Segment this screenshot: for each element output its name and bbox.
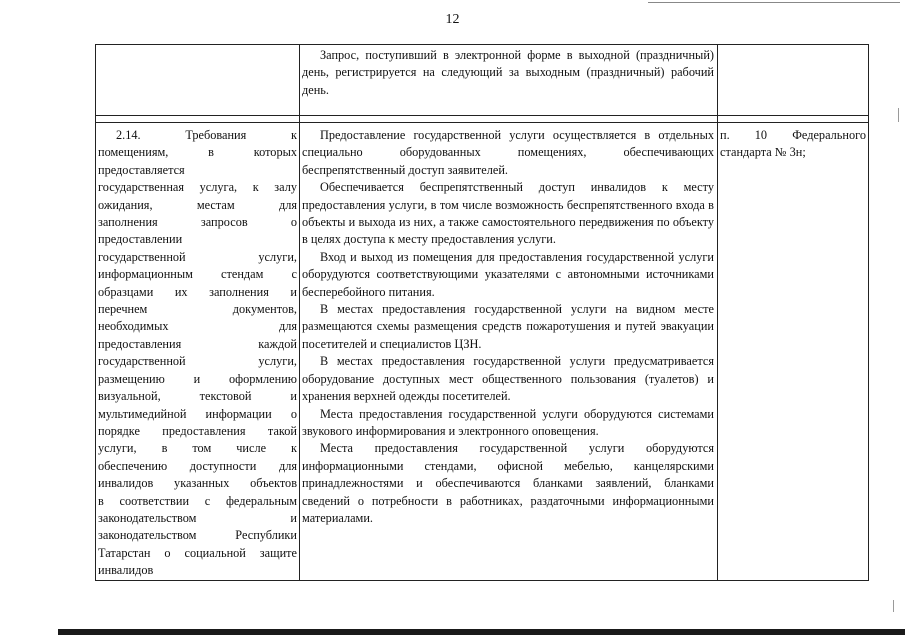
requirement-line: инвалидов	[98, 563, 154, 578]
content-paragraph: Места предоставления государственной услуги оборудуются информационными стендами, офисной мебелью, канцелярскими принадлежностями и обеспечиваются бланками заявлений, бланками сведений о потребности в работниках, раздаточными информационными материалами.	[302, 441, 714, 525]
requirement-line: инвалидов указанных объектов	[98, 476, 297, 491]
requirement-line: помещениям, в которых	[98, 145, 297, 160]
table-row-gap	[96, 116, 869, 123]
scan-artifact-mark	[893, 600, 894, 612]
table-row	[96, 123, 869, 581]
requirement-line: предоставляется	[98, 162, 185, 177]
scan-artifact-mark	[898, 108, 899, 122]
requirement-line: необходимых для	[98, 319, 297, 334]
requirement-line: предоставлении	[98, 232, 183, 247]
table-row	[96, 45, 869, 116]
page-number: 12	[445, 12, 460, 27]
requirement-cell	[96, 45, 300, 116]
content-paragraph: Вход и выход из помещения для предоставления государственной услуги оборудуются соответствующими указателями с автономными источниками бесперебойного питания.	[302, 249, 714, 299]
requirement-line: обеспечению доступности для	[98, 458, 297, 473]
requirement-line: образцами их заполнения и	[98, 284, 297, 299]
requirement-line: в соответствии с федеральным	[98, 493, 297, 508]
reference-cell	[718, 123, 869, 581]
requirement-line: размещению и оформлению	[98, 371, 297, 386]
requirement-line: государственной услуги,	[98, 354, 297, 369]
requirement-cell	[96, 123, 300, 581]
content-cell	[300, 45, 718, 116]
reference-cell	[718, 45, 869, 116]
requirement-line: мультимедийной информации о	[98, 406, 297, 421]
requirement-line: ожидания, местам для	[98, 197, 297, 212]
requirement-line: государственной услуги,	[98, 249, 297, 264]
requirement-line: государственная услуга, к залу	[98, 180, 297, 195]
requirement-line: визуальной, текстовой и	[98, 389, 297, 404]
requirement-line: предоставления каждой	[98, 336, 297, 351]
requirement-line: 2.14. Требования к	[116, 128, 297, 142]
requirement-line: законодательством и	[98, 510, 297, 525]
requirement-line: заполнения запросов о	[98, 215, 297, 230]
requirement-line: перечнем документов,	[98, 302, 297, 317]
requirement-line: Татарстан о социальной защите	[98, 545, 297, 560]
scan-artifact-top-line	[648, 2, 900, 3]
requirements-table	[95, 44, 869, 581]
content-paragraph: В местах предоставления государственной услуги предусматривается оборудование доступных мест общественного пользования (туалетов) и хранения верхней одежды посетителей.	[302, 354, 714, 404]
scan-artifact-bottom-line	[58, 629, 905, 635]
reference-text: п. 10 Федерального стандарта № 3н;	[720, 128, 866, 160]
content-cell	[300, 123, 718, 581]
requirement-line: порядке предоставления такой	[98, 423, 297, 438]
content-paragraph: Обеспечивается беспрепятственный доступ инвалидов к месту предоставления услуги, в том числе возможность беспрепятственного входа в объекты и выхода из них, а также самостоятельного передвижения по объекту в целях доступа к месту предоставления услуги.	[302, 180, 714, 247]
requirement-line: услуги, в том числе к	[98, 441, 297, 456]
requirement-line: информационным стендам с	[98, 267, 297, 282]
requirement-line: законодательством Республики	[98, 528, 297, 543]
content-paragraph: В местах предоставления государственной услуги на видном месте размещаются схемы размещения средств пожаротушения и путей эвакуации посетителей и специалистов ЦЗН.	[302, 302, 714, 351]
content-paragraph: Предоставление государственной услуги осуществляется в отдельных специально оборудованных помещениях, обеспечивающих беспрепятственный доступ заявителей.	[302, 128, 714, 177]
content-paragraph: Места предоставления государственной услуги оборудуются системами звукового информирования и электронного оповещения.	[302, 406, 714, 438]
content-paragraph: Запрос, поступивший в электронной форме в выходной (праздничный) день, регистрируется на следующий за выходным (праздничный) рабочий день.	[302, 48, 714, 97]
